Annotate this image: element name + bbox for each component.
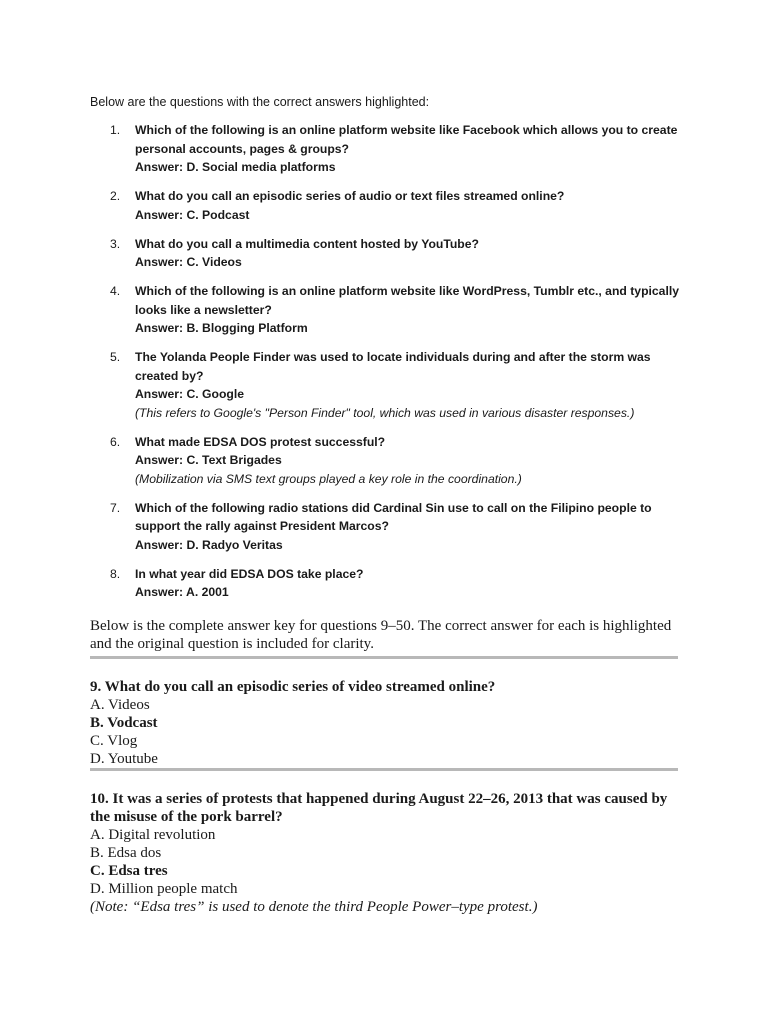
question-answer: Answer: C. Text Brigades xyxy=(135,453,282,467)
question-10-block xyxy=(90,790,680,916)
list-item xyxy=(90,433,690,489)
question-text: What made EDSA DOS protest successful? xyxy=(135,434,386,449)
question-number: 4. xyxy=(110,284,121,298)
question-answer: Answer: B. Blogging Platform xyxy=(135,321,308,335)
question-title: 9. What do you call an episodic series of video streamed online? xyxy=(90,679,496,695)
question-text: Which of the following radio stations did Cardinal Sin use to call on the Filipino people to support the rally against President Marcos? xyxy=(135,500,652,533)
question-text: The Yolanda People Finder was used to locate individuals during and after the storm was created by? xyxy=(135,350,651,383)
question-9-block xyxy=(90,678,680,768)
question-number: 1. xyxy=(110,123,121,137)
question-number: 8. xyxy=(110,566,121,581)
option-a: A. Videos xyxy=(90,697,150,713)
question-answer: Answer: C. Google xyxy=(135,387,245,401)
list-item xyxy=(90,282,690,338)
question-note: (Note: “Edsa tres” is used to denote the third People Power–type protest.) xyxy=(90,899,538,915)
question-answer: Answer: A. 2001 xyxy=(135,585,229,599)
option-b: B. Edsa dos xyxy=(90,845,162,861)
option-c: C. Vlog xyxy=(90,733,138,749)
option-d: D. Million people match xyxy=(90,881,238,897)
question-text: In what year did EDSA DOS take place? xyxy=(135,566,364,581)
list-item xyxy=(90,187,690,224)
answer-key-intro: Below is the complete answer key for questions 9–50. The correct answer for each is highlighted and the original question is included for clarity. xyxy=(90,618,672,652)
option-b-correct: B. Vodcast xyxy=(90,715,158,731)
list-item xyxy=(90,121,690,177)
option-c-correct: C. Edsa tres xyxy=(90,863,168,879)
question-text: Which of the following is an online platform website like WordPress, Tumblr etc., and typically looks like a newsletter? xyxy=(135,284,680,317)
question-note: (This refers to Google's "Person Finder" tool, which was used in various disaster responses.) xyxy=(135,405,635,420)
question-note: (Mobilization via SMS text groups played a key role in the coordination.) xyxy=(135,471,522,486)
divider xyxy=(90,656,678,659)
question-number: 2. xyxy=(110,189,121,203)
question-text: What do you call an episodic series of audio or text files streamed online? xyxy=(135,189,565,203)
list-item xyxy=(90,565,690,602)
question-answer: Answer: D. Radyo Veritas xyxy=(135,537,283,552)
divider xyxy=(90,768,678,771)
question-text: What do you call a multimedia content hosted by YouTube? xyxy=(135,236,479,251)
question-answer: Answer: C. Videos xyxy=(135,255,242,269)
question-text: Which of the following is an online platform website like Facebook which allows you to create personal accounts, pages & groups? xyxy=(135,123,678,156)
list-item xyxy=(90,499,690,555)
option-a: A. Digital revolution xyxy=(90,827,216,843)
intro-text: Below are the questions with the correct answers highlighted: xyxy=(90,95,430,109)
question-answer: Answer: D. Social media platforms xyxy=(135,160,336,174)
question-number: 3. xyxy=(110,236,121,251)
question-number: 7. xyxy=(110,500,121,515)
question-title: 10. It was a series of protests that happened during August 22–26, 2013 that was caused by the misuse of the pork barrel? xyxy=(90,791,668,825)
question-number: 6. xyxy=(110,434,121,449)
list-item xyxy=(90,235,690,272)
option-d: D. Youtube xyxy=(90,751,158,767)
question-list xyxy=(90,121,690,612)
question-answer: Answer: C. Podcast xyxy=(135,207,250,222)
question-number: 5. xyxy=(110,350,121,364)
list-item xyxy=(90,348,690,422)
